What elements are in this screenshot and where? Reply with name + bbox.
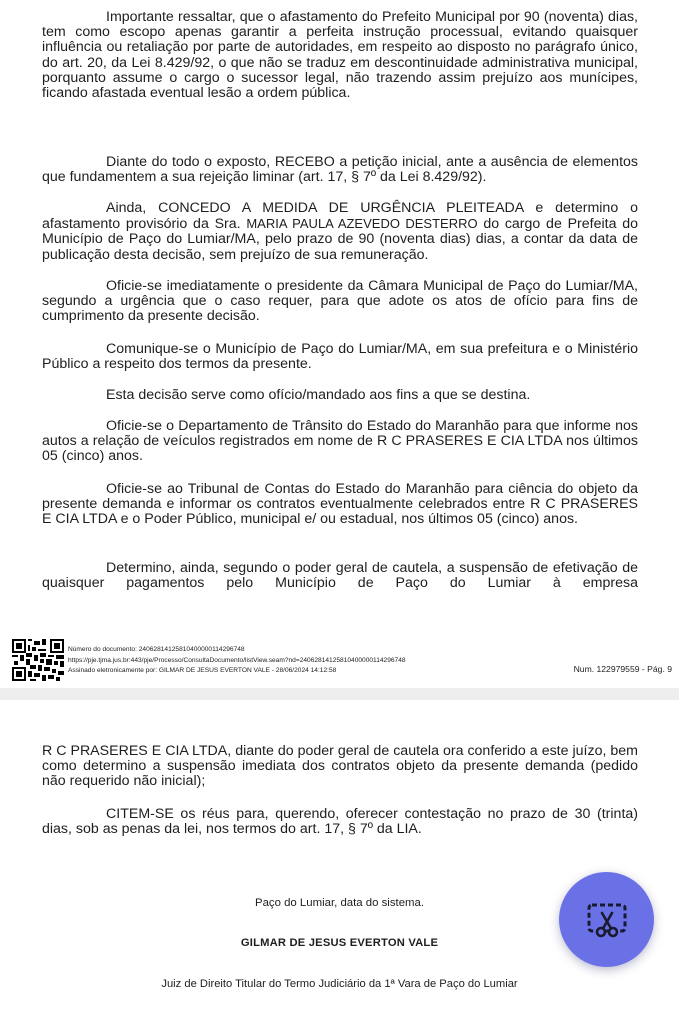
paragraph-comunique: Comunique-se o Município de Paço do Lumiar/MA, em sua prefeitura e o Ministério Público a respeito dos termos da presente.: [42, 341, 638, 373]
paragraph-praseres: R C PRASERES E CIA LTDA, diante do poder geral de cautela ora conferido a este juízo, bem como determino a suspensão imediata dos contratos objeto da presente demanda (pedido não requerido não inicial);: [42, 743, 638, 790]
qr-code-icon: [12, 639, 64, 681]
paragraph-concedo: [42, 201, 638, 263]
paragraph-oficie-detran: Oficie-se o Departamento de Trânsito do Estado do Maranhão para que informe nos autos a relação de veículos registrados em nome de R C PRASERES E CIA LTDA nos últimos 05 (cinco) anos.: [42, 418, 638, 465]
paragraph-recebo: Diante do todo o exposto, RECEBO a petição inicial, ante a ausência de elementos que fundamentem a sua rejeição liminar (art. 17, § 7º da Lei 8.429/92).: [42, 154, 638, 186]
paragraph-determino: Determino, ainda, segundo o poder geral de cautela, a suspensão de efetivação de quaisquer pagamentos pelo Município de Paço do Lumiar à empresa: [42, 560, 638, 592]
judge-name: GILMAR DE JESUS EVERTON VALE: [240, 937, 439, 949]
judge-title: Juiz de Direito Titular do Termo Judiciário da 1ª Vara de Paço do Lumiar: [161, 978, 518, 990]
page-separator: [0, 688, 679, 700]
concedo-text-start: Ainda, CONCEDO A MEDIDA DE URGÊNCIA PLEITEADA e determino o afastamento provisório da Sra.: [42, 200, 638, 233]
page-number: Num. 122979559 - Pág. 9: [573, 664, 672, 674]
document-url[interactable]: https://pje.tjma.jus.br:443/pje/Processo/ConsultaDocumento/listView.seam?nd=24062814125810400000114296748: [68, 656, 406, 664]
paragraph-afastamento: Importante ressaltar, que o afastamento do Prefeito Municipal por 90 (noventa) dias, tem como escopo apenas garantir a perfeita instrução processual, evitando quaisquer influência ou retaliação por parte de autoridades, em respeito ao disposto no parágrafo único, do art. 20, da Lei 8.429/92, o que não se traduz em descontinuidade administrativa municipal, porquanto assume o cargo o sucessor legal, não trazendo assim prejuízo aos munícipes, ficando afastada eventual lesão a ordem pública.: [42, 9, 638, 102]
screenshot-scissors-icon: [585, 898, 629, 942]
document-page-2: [0, 700, 679, 1024]
paragraph-oficie-camara: Oficie-se imediatamente o presidente da Câmara Municipal de Paço do Lumiar/MA, segundo a urgência que o caso requer, para que adote os atos de ofício para fins de cumprimento da presente decisão.: [42, 278, 638, 325]
screenshot-button[interactable]: [559, 872, 654, 967]
paragraph-esta-decisao: Esta decisão serve como ofício/mandado aos fins a que se destina.: [106, 387, 531, 403]
signature-metadata: [68, 645, 406, 677]
paragraph-citem-se: CITEM-SE os réus para, querendo, oferecer contestação no prazo de 30 (trinta) dias, sob as penas da lei, nos termos do art. 17, § 7º da LIA.: [42, 806, 638, 838]
concedo-text-end: do cargo de Prefeita do Município de Paço do Lumiar/MA, pelo prazo de 90 (noventa dias) dias, a contar da data de publicação desta decisão, sem prejuízo de sua remuneração.: [42, 216, 638, 263]
prefeita-name: MARIA PAULA AZEVEDO DESTERRO: [246, 216, 478, 232]
document-footer: [12, 637, 676, 683]
signed-by: Assinado eletronicamente por: GILMAR DE JESUS EVERTON VALE - 28/06/2024 14:12:58: [68, 667, 337, 674]
paragraph-oficie-tce: Oficie-se ao Tribunal de Contas do Estado do Maranhão para ciência do objeto da presente demanda e informar os contratos eventualmente celebrados entre R C PRASERES E CIA LTDA e o Poder Público, municipal e/ ou estadual, nos últimos 05 (cinco) anos.: [42, 481, 638, 528]
document-number: Número do documento: 24062814125810400000114296748: [68, 646, 245, 653]
place-date: Paço do Lumiar, data do sistema.: [254, 897, 425, 909]
